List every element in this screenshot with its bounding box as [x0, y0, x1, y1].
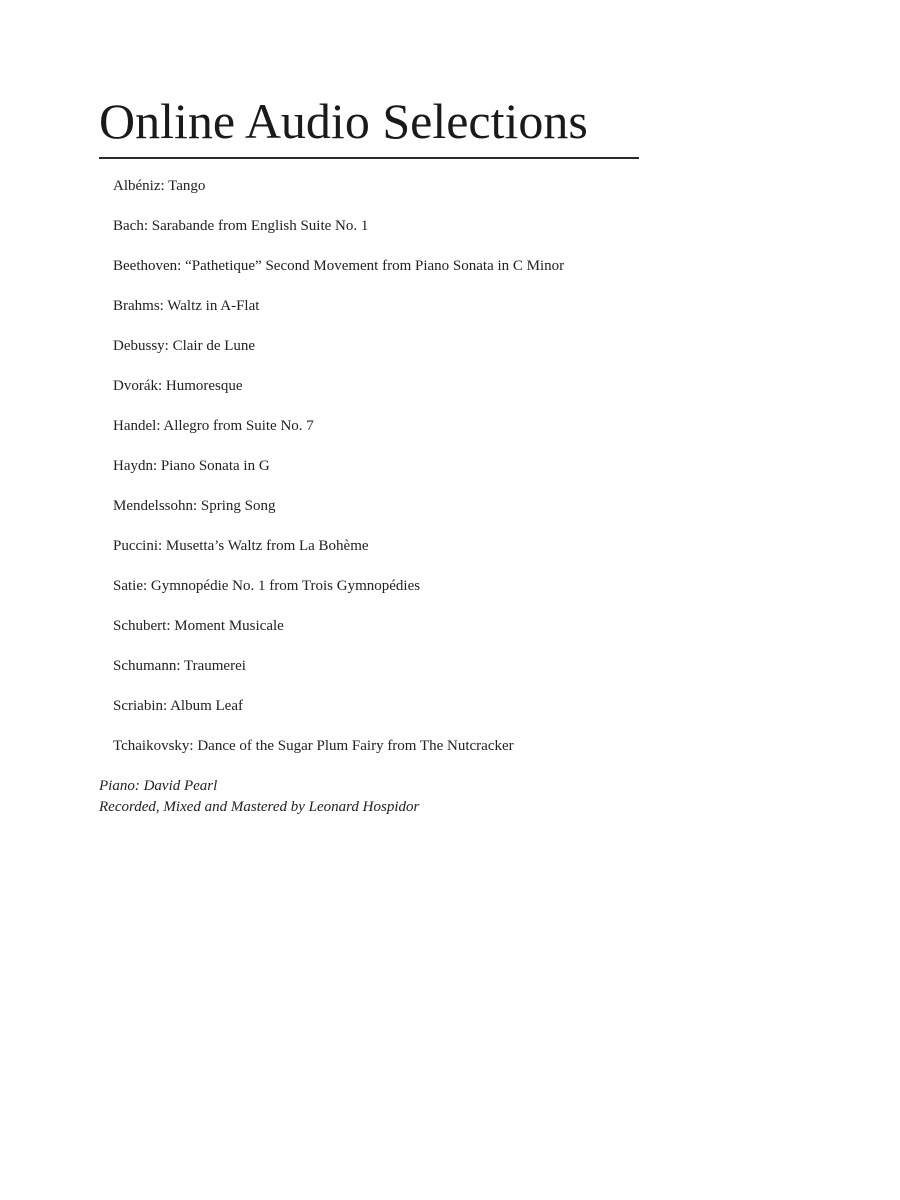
track-item: Satie: Gymnopédie No. 1 from Trois Gymnopédies	[113, 578, 421, 594]
track-item: Beethoven: “Pathetique” Second Movement from Piano Sonata in C Minor	[113, 258, 565, 274]
track-item: Debussy: Clair de Lune	[113, 338, 256, 354]
track-item: Tchaikovsky: Dance of the Sugar Plum Fairy from The Nutcracker	[113, 738, 514, 754]
track-item: Albéniz: Tango	[113, 178, 206, 194]
piano-credit: Piano: David Pearl	[99, 778, 218, 794]
track-item: Haydn: Piano Sonata in G	[113, 458, 270, 474]
page-title: Online Audio Selections	[99, 93, 588, 149]
track-item: Scriabin: Album Leaf	[113, 698, 243, 714]
track-item: Schubert: Moment Musicale	[113, 618, 284, 634]
track-item: Schumann: Traumerei	[113, 658, 246, 674]
recording-credit: Recorded, Mixed and Mastered by Leonard Hospidor	[99, 799, 420, 815]
track-item: Handel: Allegro from Suite No. 7	[113, 418, 314, 434]
credits	[99, 776, 419, 818]
track-item: Dvorák: Humoresque	[113, 378, 243, 394]
track-list	[113, 174, 564, 774]
track-item: Mendelssohn: Spring Song	[113, 498, 276, 514]
track-item: Bach: Sarabande from English Suite No. 1	[113, 218, 369, 234]
title-rule	[99, 157, 639, 159]
track-item: Brahms: Waltz in A-Flat	[113, 298, 260, 314]
track-item: Puccini: Musetta’s Waltz from La Bohème	[113, 538, 369, 554]
